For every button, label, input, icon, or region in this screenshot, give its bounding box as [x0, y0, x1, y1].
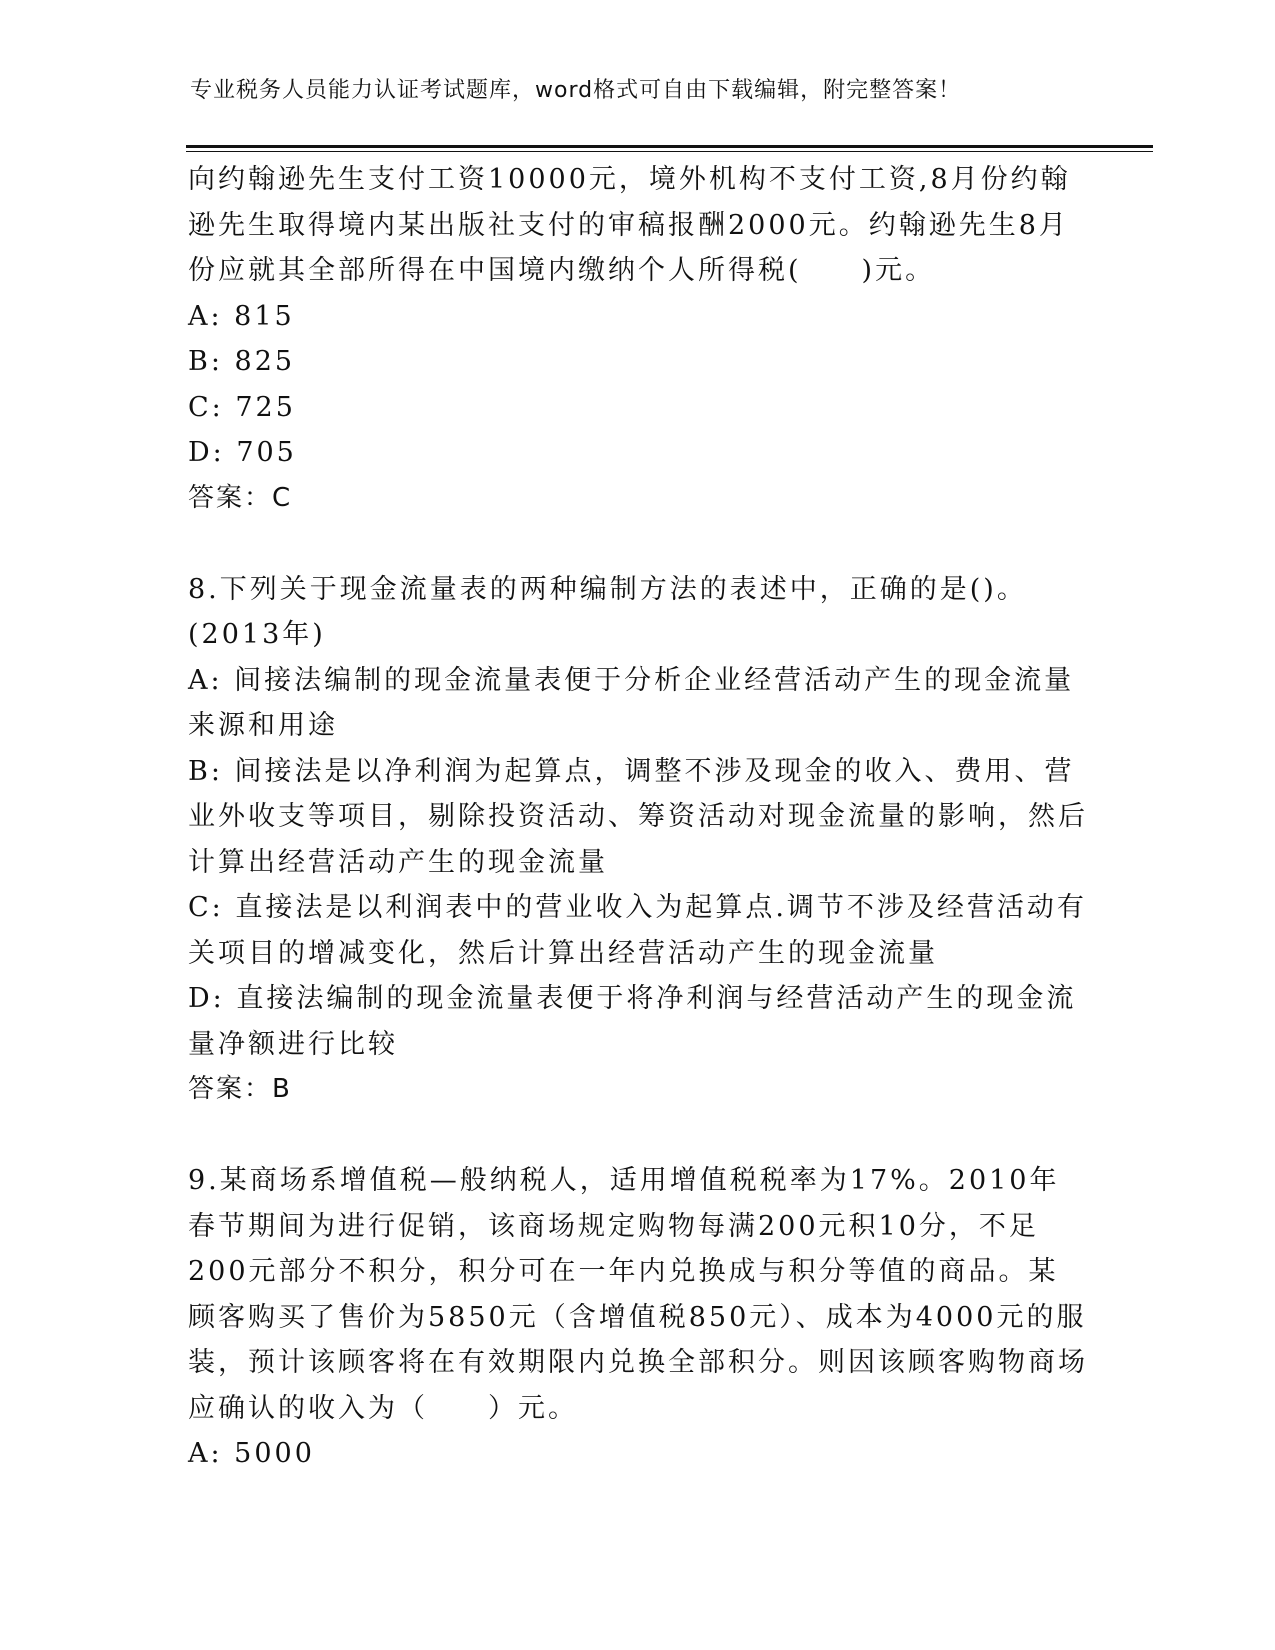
- question-7-stem: 向约翰逊先生支付工资10000元，境外机构不支付工资,8月份约翰逊先生取得境内某出版社支付的审稿报酬2000元。约翰逊先生8月份应就其全部所得在中国境内缴纳个人所得税( )元。: [188, 164, 1071, 286]
- question-8-option-a: A: 间接法编制的现金流量表便于分析企业经营活动产生的现金流量来源和用途: [188, 664, 1075, 741]
- header-rule-thin: [186, 151, 1153, 152]
- page-header: 专业税务人员能力认证考试题库，word格式可自由下载编辑，附完整答案！: [190, 78, 962, 103]
- question-8-option-b: B: 间接法是以净利润为起算点，调整不涉及现金的收入、费用、营业外收支等项目，剔除投资活动、筹资活动对现金流量的影响，然后计算出经营活动产生的现金流量: [188, 755, 1088, 878]
- question-9-stem: 9.某商场系增值税—般纳税人，适用增值税税率为17%。2010年春节期间为进行促销，该商场规定购物每满200元积10分，不足200元部分不积分，积分可在一年内兑换成与积分等值的商品。某顾客购买了售价为5850元（含增值税850元）、成本为4000元的服装，预计该顾客将在有效期限内兑换全部积分。则因该顾客购物商场应确认的收入为（ ）元。: [188, 1165, 1088, 1424]
- question-8-option-c: C: 直接法是以利润表中的营业收入为起算点.调节不涉及经营活动有关项目的增减变化，然后计算出经营活动产生的现金流量: [188, 892, 1087, 969]
- question-9-option-a: A: 5000: [188, 1438, 315, 1469]
- document-body: [188, 157, 1088, 1477]
- question-8-answer: 答案：B: [188, 1074, 292, 1104]
- question-7-option-d: D: 705: [188, 437, 297, 468]
- question-8-stem: 8.下列关于现金流量表的两种编制方法的表述中，正确的是()。(2013年): [188, 573, 1027, 650]
- question-7-option-a: A: 815: [188, 300, 295, 332]
- question-7-option-b: B: 825: [188, 346, 296, 377]
- header-rule-thick: [186, 145, 1153, 148]
- question-7-answer: 答案：C: [188, 482, 293, 513]
- question-gap: [188, 521, 1088, 567]
- question-7-option-c: C: 725: [188, 391, 296, 423]
- question-gap: [188, 1113, 1088, 1159]
- question-8-option-d: D: 直接法编制的现金流量表便于将净利润与经营活动产生的现金流量净额进行比较: [188, 983, 1077, 1060]
